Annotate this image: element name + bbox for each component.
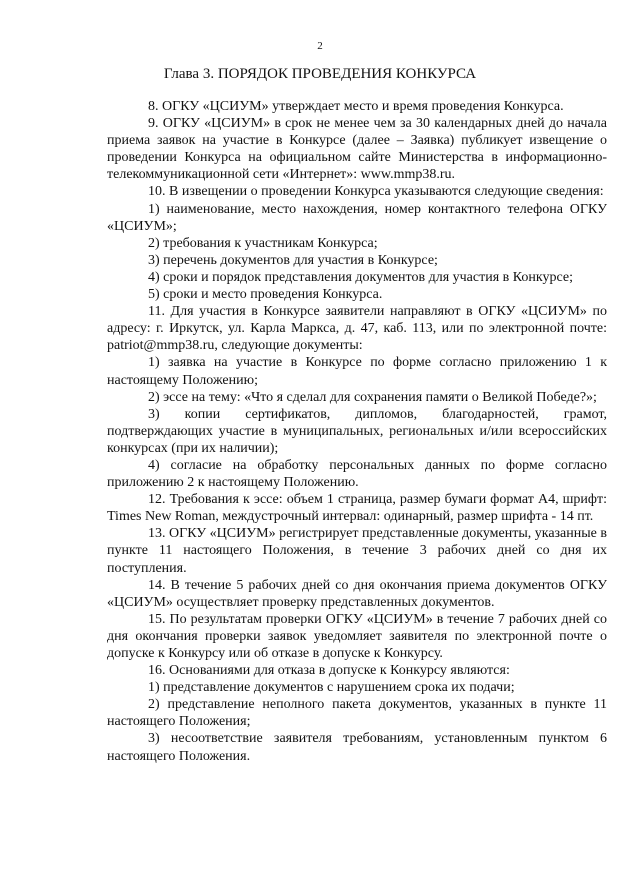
chapter-body (107, 98, 607, 765)
paragraph-11: 11. Для участия в Конкурсе заявители направляют в ОГКУ «ЦСИУМ» по адресу: г. Иркутск, ул. Карла Маркса, д. 47, каб. 113, или по электронной почте: patriot@mmp38.ru, следующие документы: (107, 304, 607, 354)
paragraph-11-item-4: 4) согласие на обработку персональных данных по форме согласно приложению 2 к настоящему Положению. (107, 457, 607, 491)
paragraph-10-item-3: 3) перечень документов для участия в Конкурсе; (148, 252, 438, 268)
paragraph-14: 14. В течение 5 рабочих дней со дня окончания приема документов ОГКУ «ЦСИУМ» осуществляет проверку представленных документов. (107, 577, 607, 610)
paragraph-10-item-1: 1) наименование, место нахождения, номер контактного телефона ОГКУ «ЦСИУМ»; (107, 201, 607, 234)
paragraph-8: 8. ОГКУ «ЦСИУМ» утверждает место и время проведения Конкурса. (148, 99, 564, 114)
paragraph-12: 12. Требования к эссе: объем 1 страница, размер бумаги формат А4, шрифт: Times New Roman, междустрочный интервал: одинарный, размер шрифта - 14 пт. (107, 492, 607, 525)
chapter-title: Глава 3. ПОРЯДОК ПРОВЕДЕНИЯ КОНКУРСА (163, 66, 477, 82)
paragraph-11-item-2: 2) эссе на тему: «Что я сделал для сохранения памяти о Великой Победе?»; (148, 389, 597, 405)
page-number: 2 (317, 40, 323, 52)
paragraph-10-item-2: 2) требования к участникам Конкурса; (148, 235, 378, 251)
paragraph-16-item-2: 2) представление неполного пакета документов, указанных в пункте 11 настоящего Положения; (107, 697, 607, 730)
paragraph-11-item-3: 3) копии сертификатов, дипломов, благодарностей, грамот, подтверждающих участие в муниципальных, региональных и/или всероссийских конкурсах (при их наличии); (107, 406, 607, 456)
paragraph-10-item-5: 5) сроки и место проведения Конкурса. (148, 287, 383, 303)
paragraph-11-item-1: 1) заявка на участие в Конкурсе по форме согласно приложению 1 к настоящему Положению; (107, 355, 607, 388)
paragraph-16-item-3: 3) несоответствие заявителя требованиям, установленным пунктом 6 настоящего Положения. (107, 731, 607, 764)
paragraph-16-item-1: 1) представление документов с нарушением срока их подачи; (148, 680, 515, 696)
paragraph-10: 10. В извещении о проведении Конкурса указываются следующие сведения: (148, 184, 604, 200)
paragraph-15: 15. По результатам проверки ОГКУ «ЦСИУМ» в течение 7 рабочих дней со дня окончания проверки заявок уведомляет заявителя по электронной почте о допуске к Конкурсу или об отказе в допуске к Конкурсу. (107, 611, 607, 661)
paragraph-13: 13. ОГКУ «ЦСИУМ» регистрирует представленные документы, указанные в пункте 11 настоящего Положения, в течение 3 рабочих дней со дня их поступления. (107, 526, 607, 576)
paragraph-16: 16. Основаниями для отказа в допуске к Конкурсу являются: (148, 663, 510, 679)
paragraph-9: 9. ОГКУ «ЦСИУМ» в срок не менее чем за 30 календарных дней до начала приема заявок на участие в Конкурсе (далее – Заявка) публикует извещение о проведении Конкурса на официальном сайте Министерства в информационно-телекоммуникационной сети «Интернет»: www.mmp38.ru. (107, 116, 607, 183)
paragraph-10-item-4: 4) сроки и порядок представления документов для участия в Конкурсе; (148, 269, 573, 285)
